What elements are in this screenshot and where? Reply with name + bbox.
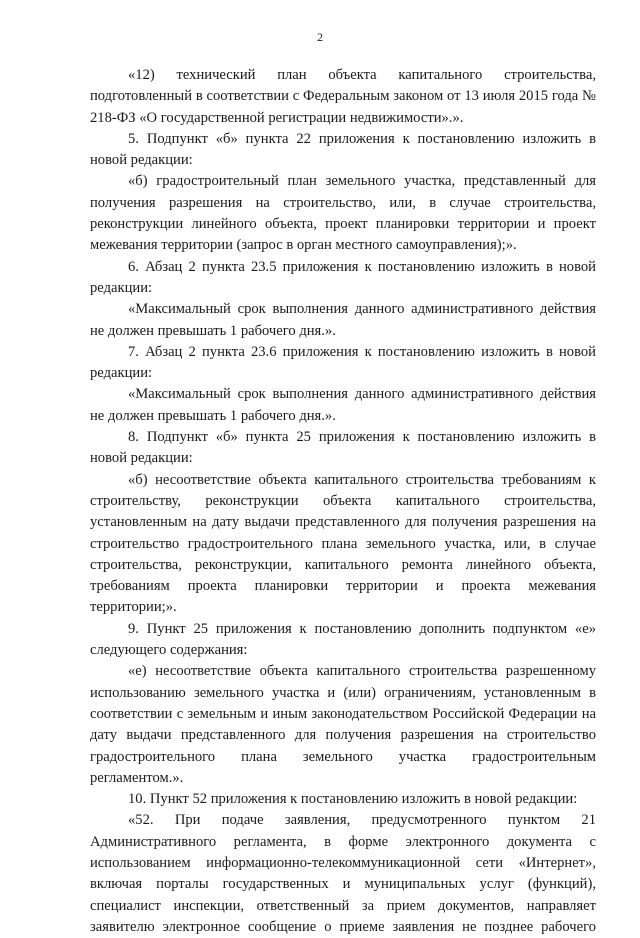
paragraph-item-6: 6. Абзац 2 пункта 23.5 приложения к постановлению изложить в новой редакции: bbox=[90, 258, 596, 296]
paragraph-item-10: 10. Пункт 52 приложения к постановлению изложить в новой редакции: bbox=[128, 791, 578, 808]
paragraph-item-5: 5. Подпункт «б» пункта 22 приложения к постановлению изложить в новой редакции: bbox=[90, 130, 596, 169]
paragraph-max-term-2: «Максимальный срок выполнения данного административного действия не должен превышать 1 рабочего дня.». bbox=[90, 386, 596, 424]
paragraph-tech-plan: «12) технический план объекта капитального строительства, подготовленный в соответствии с Федеральным законом от 13 июля 2015 года № 218-ФЗ «О государственной регистрации недвижимости».». bbox=[90, 67, 596, 126]
page-number: 2 bbox=[317, 30, 323, 44]
paragraph-item-7: 7. Абзац 2 пункта 23.6 приложения к постановлению изложить в новой редакции: bbox=[90, 343, 596, 382]
paragraph-item-52: «52. При подаче заявления, предусмотренного пунктом 21 Административного регламента, в форме электронного документа с использованием информационно-телекоммуникационной сети «Интернет», включая порталы государственных и муниципальных услуг (функций), специалист инспекции, ответственный за прием документов, направляет заявителю электронное сообщение о приеме заявления не позднее рабочего bbox=[90, 812, 596, 935]
paragraph-subitem-b-nonconformity: «б) несоответствие объекта капитального строительства требованиям к строительству, реконструкции объекта капитального строительства, установленным на дату выдачи представленного для получения разрешения на строительство градостроительного плана земельного участка, или, в случае строительства, реконструкции, капитального ремонта линейного объекта, требованиям проекта планировки территории и проекта межевания территории;». bbox=[90, 471, 596, 616]
document-body bbox=[90, 65, 596, 938]
paragraph-subitem-b-urban-plan: «б) градостроительный план земельного участка, представленный для получения разрешения на строительство, или, в случае строительства, реконструкции линейного объекта, проект планировки территории и проект межевания территории (запрос в орган местного самоуправления);». bbox=[90, 173, 596, 254]
paragraph-max-term-1: «Максимальный срок выполнения данного административного действия не должен превышать 1 рабочего дня.». bbox=[90, 301, 596, 339]
paragraph-item-8: 8. Подпункт «б» пункта 25 приложения к постановлению изложить в новой редакции: bbox=[90, 429, 596, 467]
paragraph-subitem-e: «е) несоответствие объекта капитального строительства разрешенному использованию земельного участка и (или) ограничениям, установленным в соответствии с земельным и иным законодательством Российской Федерации на дату выдачи представленного для получения разрешения на строительство градостроительного плана земельного участка градостроительным регламентом.». bbox=[90, 663, 596, 786]
paragraph-item-9: 9. Пункт 25 приложения к постановлению дополнить подпунктом «е» следующего содержания: bbox=[90, 620, 596, 659]
